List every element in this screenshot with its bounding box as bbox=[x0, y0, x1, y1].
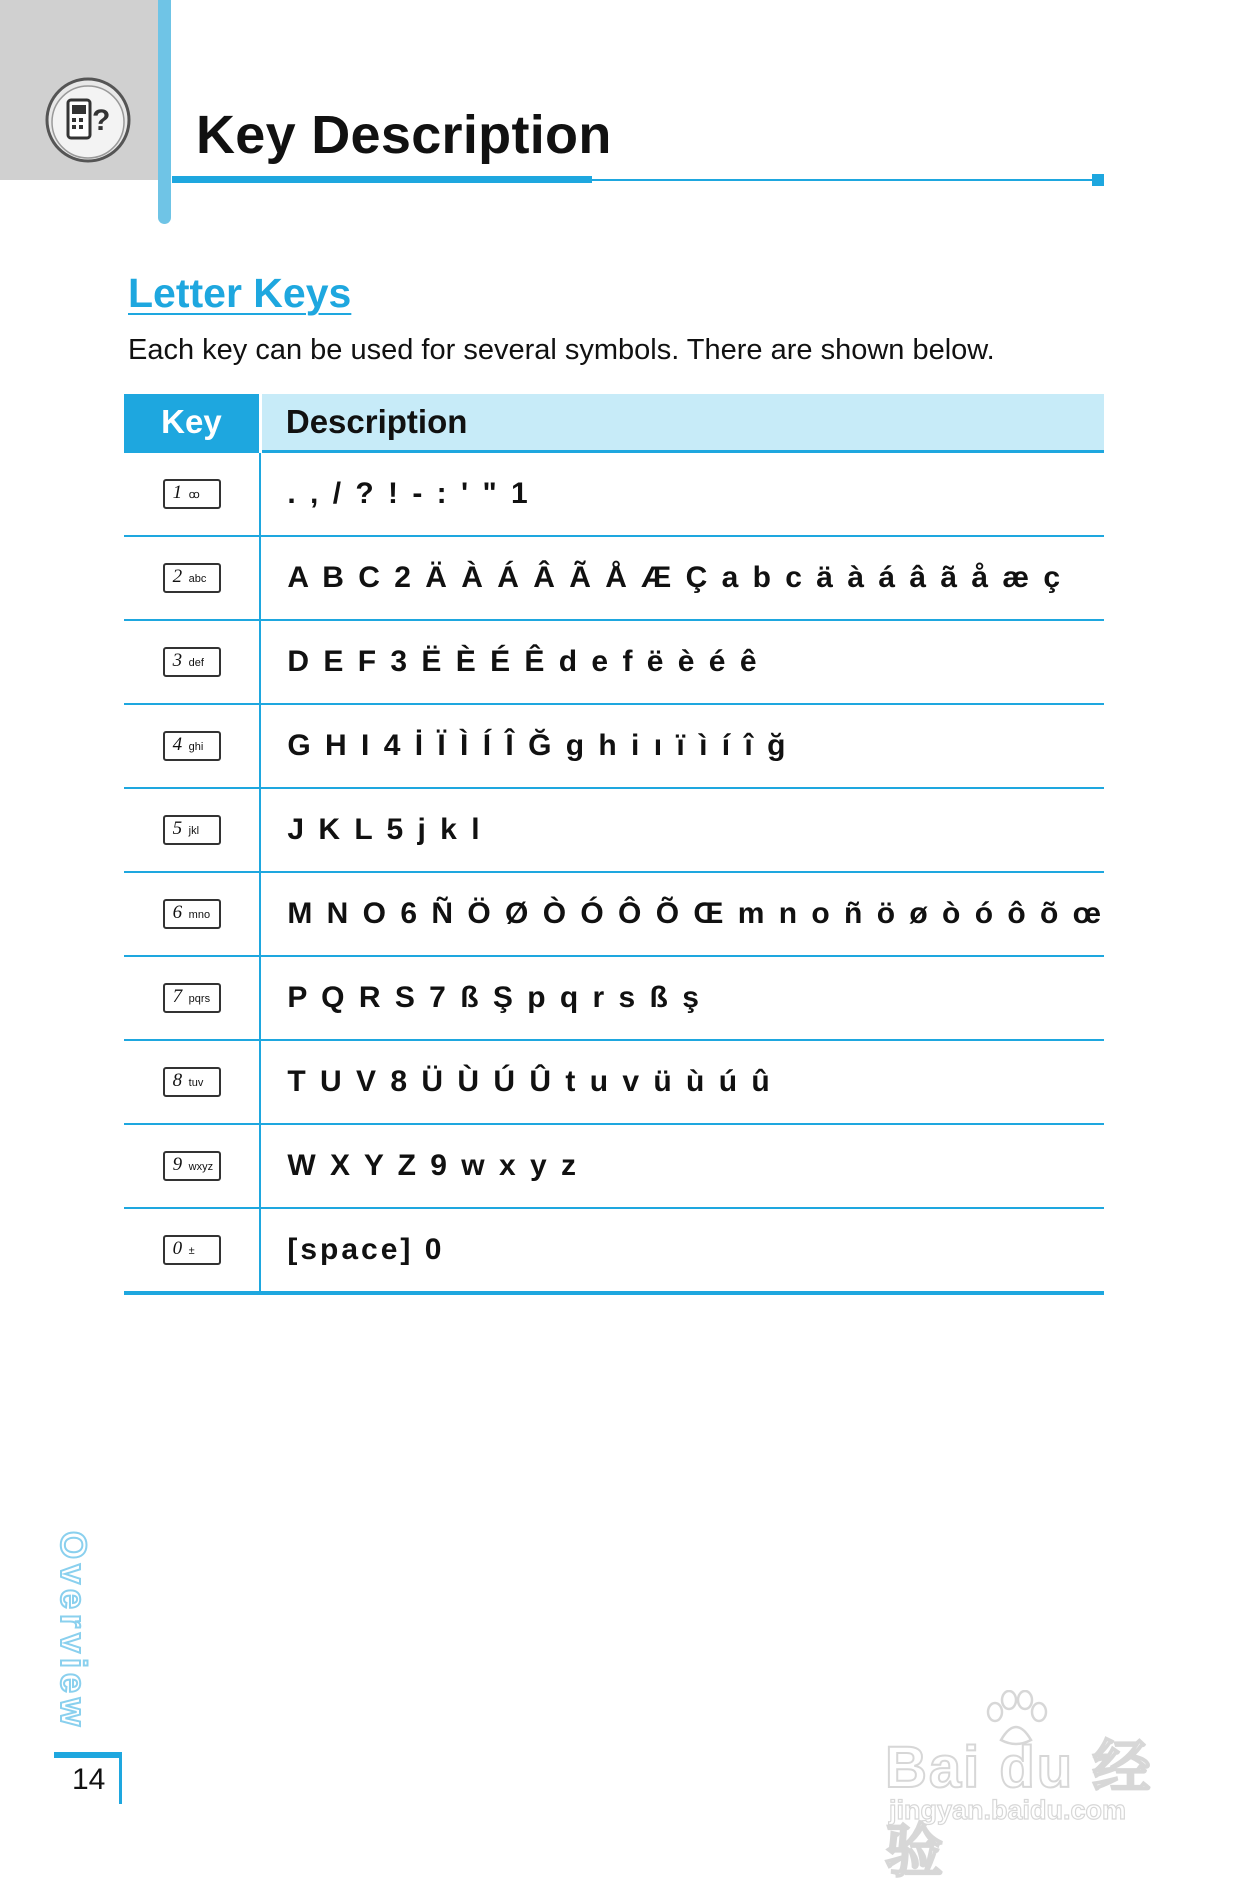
key-letters: ꝏ bbox=[188, 489, 200, 501]
side-tab-label: Overview bbox=[53, 1530, 95, 1732]
title-underline-thin bbox=[592, 179, 1092, 181]
key-digit: 9 bbox=[172, 1154, 183, 1175]
table-row bbox=[124, 872, 1104, 956]
key-cell bbox=[124, 704, 260, 788]
table-row bbox=[124, 704, 1104, 788]
table-row bbox=[124, 956, 1104, 1040]
column-header-description: Description bbox=[260, 394, 1104, 452]
phone-help-icon bbox=[44, 76, 132, 164]
page-number-side-rule bbox=[119, 1752, 122, 1804]
table-row bbox=[124, 620, 1104, 704]
key-letters: tuv bbox=[188, 1077, 204, 1089]
watermark-logo: Bai du 经验 bbox=[885, 1735, 1153, 1884]
key-letters: wxyz bbox=[188, 1161, 214, 1173]
key-letters: mno bbox=[188, 909, 211, 921]
key-5-icon bbox=[163, 815, 221, 845]
description-cell: P Q R S 7 ß Ş p q r s ß ş bbox=[260, 956, 1104, 1040]
key-digit: 4 bbox=[172, 734, 183, 755]
column-header-key: Key bbox=[124, 394, 260, 452]
key-1-icon bbox=[163, 479, 221, 509]
description-cell: W X Y Z 9 w x y z bbox=[260, 1124, 1104, 1208]
key-digit: 2 bbox=[172, 566, 183, 587]
baidu-watermark bbox=[885, 1690, 1185, 1884]
key-cell bbox=[124, 452, 260, 537]
page-number-rule bbox=[54, 1752, 122, 1758]
key-letters: jkl bbox=[188, 825, 200, 837]
key-digit: 8 bbox=[172, 1070, 183, 1091]
description-cell: . , / ? ! - : ' " 1 bbox=[260, 452, 1104, 537]
header-vertical-bar bbox=[158, 0, 171, 224]
description-cell: J K L 5 j k l bbox=[260, 788, 1104, 872]
key-cell bbox=[124, 1208, 260, 1293]
key-cell bbox=[124, 536, 260, 620]
key-digit: 3 bbox=[172, 650, 183, 671]
table-row bbox=[124, 536, 1104, 620]
watermark-url: jingyan.baidu.com bbox=[889, 1795, 1127, 1825]
key-digit: 6 bbox=[172, 902, 183, 923]
key-cell bbox=[124, 1040, 260, 1124]
key-cell bbox=[124, 620, 260, 704]
section-intro: Each key can be used for several symbols. There are shown below. bbox=[128, 334, 995, 366]
table-header-row bbox=[124, 394, 1104, 452]
key-cell bbox=[124, 872, 260, 956]
key-0-icon bbox=[163, 1235, 221, 1265]
key-letters: pqrs bbox=[188, 993, 211, 1005]
page-title: Key Description bbox=[196, 105, 612, 165]
key-digit: 1 bbox=[172, 482, 183, 503]
description-cell: D E F 3 Ë È É Ê d e f ë è é ê bbox=[260, 620, 1104, 704]
key-letters: def bbox=[188, 657, 204, 669]
description-cell: [space] 0 bbox=[260, 1208, 1104, 1293]
key-letters: ± bbox=[188, 1245, 195, 1257]
description-cell: M N O 6 Ñ Ö Ø Ò Ó Ô Õ Œ m n o ñ ö ø ò ó ô õ œ bbox=[260, 872, 1104, 956]
key-2-icon bbox=[163, 563, 221, 593]
key-7-icon bbox=[163, 983, 221, 1013]
key-4-icon bbox=[163, 731, 221, 761]
key-letters: ghi bbox=[188, 741, 204, 753]
key-digit: 0 bbox=[172, 1238, 183, 1259]
key-cell bbox=[124, 1124, 260, 1208]
page-number: 14 bbox=[72, 1763, 106, 1796]
key-cell bbox=[124, 956, 260, 1040]
table-row bbox=[124, 452, 1104, 537]
key-3-icon bbox=[163, 647, 221, 677]
table-row bbox=[124, 788, 1104, 872]
description-cell: A B C 2 Ä À Á Â Ã Å Æ Ç a b c ä à á â ã å æ ç bbox=[260, 536, 1104, 620]
section-heading: Letter Keys bbox=[128, 270, 352, 316]
title-underline-end-square bbox=[1092, 174, 1104, 186]
key-6-icon bbox=[163, 899, 221, 929]
key-digit: 7 bbox=[172, 986, 183, 1007]
title-underline-thick bbox=[172, 176, 592, 183]
svg-text:?: ? bbox=[92, 104, 111, 137]
description-cell: T U V 8 Ü Ù Ú Û t u v ü ù ú û bbox=[260, 1040, 1104, 1124]
key-9-icon bbox=[163, 1151, 221, 1181]
table-row bbox=[124, 1208, 1104, 1293]
description-cell: G H I 4 İ Ï Ì Í Î Ğ g h i ı ï ì í î ğ bbox=[260, 704, 1104, 788]
key-8-icon bbox=[163, 1067, 221, 1097]
key-letters: abc bbox=[188, 573, 207, 585]
key-cell bbox=[124, 788, 260, 872]
key-description-table bbox=[124, 394, 1104, 1295]
table-row bbox=[124, 1040, 1104, 1124]
table-row bbox=[124, 1124, 1104, 1208]
section-side-tab bbox=[53, 1524, 95, 1738]
key-digit: 5 bbox=[172, 818, 183, 839]
